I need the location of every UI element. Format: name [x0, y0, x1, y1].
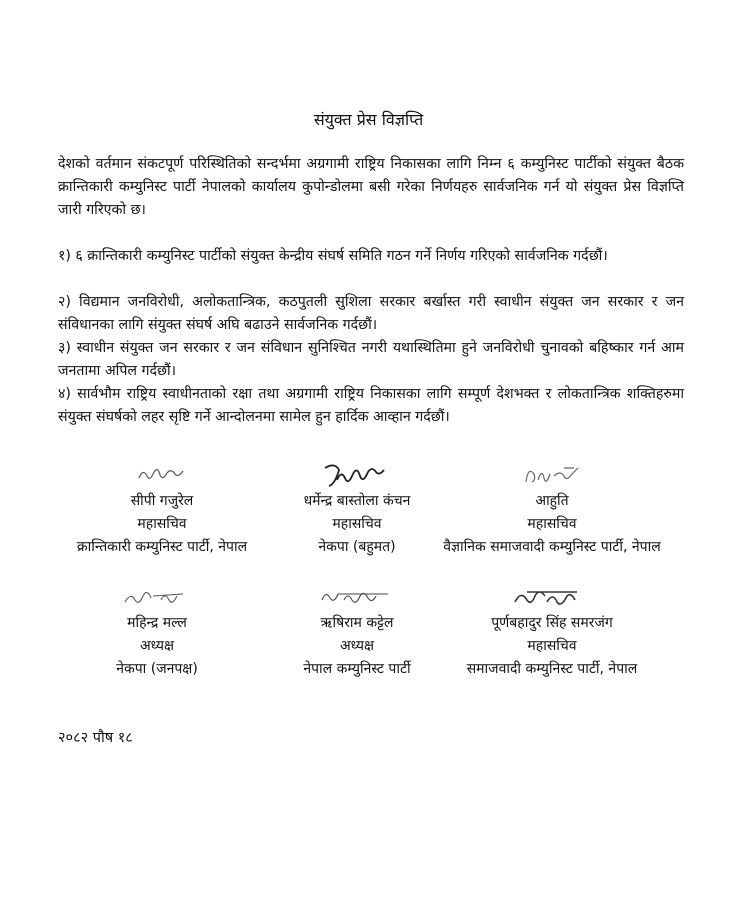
signatory-position: अध्यक्ष: [139, 638, 175, 654]
signatory-position: महासचिव: [137, 516, 187, 532]
signature-scribble: [312, 584, 402, 612]
signatory-position: महासचिव: [332, 516, 382, 532]
signatory-name: आहुति: [535, 493, 569, 509]
signatory-block: [52, 462, 272, 559]
signature-scribble: [127, 462, 197, 490]
signatory-name: धर्मेन्द्र बास्तोला कंचन: [303, 493, 411, 509]
signature-scribble: [117, 584, 197, 612]
signature-scribble: [507, 584, 597, 612]
signatory-position: अध्यक्ष: [339, 638, 375, 654]
signatory-party: नेपाल कम्युनिस्ट पार्टी: [303, 661, 411, 677]
point-2: २) विद्यमान जनविरोधी, अलोकतान्त्रिक, कठपुतली सुशिला सरकार बर्खास्त गरी स्वाधीन संयुक्त जन सरकार र जन संविधानका लागि संयुक्त संघर्ष अघि बढाउने सार्वजनिक गर्दछौं।: [58, 294, 684, 333]
signatory-position: महासचिव: [527, 516, 577, 532]
intro-paragraph: देशको वर्तमान संकटपूर्ण परिस्थितिको सन्दर्भमा अग्रगामी राष्ट्रिय निकासका लागि निम्न ६ कम्युनिस्ट पार्टीको संयुक्त बैठक क्रान्तिकारी कम्युनिस्ट पार्टी नेपालको कार्यालय कुपोन्डोलमा बसी गरेका निर्णयहरु सार्वजनिक गर्न यो संयुक्त प्रेस विज्ञप्ति जारी गरिएको छ।: [58, 156, 684, 218]
point-3: ३) स्वाधीन संयुक्त जन सरकार र जन संविधान सुनिश्चित नगरी यथास्थितिमा हुने जनविरोधी चुनावको बहिष्कार गर्न आम जनतामा अपिल गर्दछौं।: [58, 340, 684, 379]
signatory-block: [412, 462, 692, 559]
signatory-party: नेकपा (बहुमत): [318, 539, 396, 555]
signatory-block: [262, 584, 452, 681]
signatory-position: महासचिव: [527, 638, 577, 654]
signatory-block: [432, 584, 672, 681]
signatory-party: वैज्ञानिक समाजवादी कम्युनिस्ट पार्टी, नेपाल: [443, 539, 661, 555]
signature-scribble: [512, 462, 592, 490]
document-date: २०८२ पौष १८: [58, 730, 133, 746]
signatory-name: महिन्द्र मल्ल: [127, 615, 187, 631]
signatory-block: [62, 584, 252, 681]
signature-scribble: [317, 458, 397, 490]
page-title: संयुक्त प्रेस विज्ञप्ति: [313, 110, 424, 129]
signatory-party: क्रान्तिकारी कम्युनिस्ट पार्टी, नेपाल: [76, 539, 248, 555]
signatory-name: ऋषिराम कट्टेल: [320, 615, 394, 631]
signatory-party: समाजवादी कम्युनिस्ट पार्टी, नेपाल: [466, 661, 638, 677]
signatory-name: सीपी गजुरेल: [130, 493, 194, 509]
point-4: ४) सार्वभौम राष्ट्रिय स्वाधीनताको रक्षा तथा अग्रगामी राष्ट्रिय निकासका लागि सम्पूर्ण देशभक्त र लोकतान्त्रिक शक्तिहरुमा संयुक्त संघर्षको लहर सृष्टि गर्ने आन्दोलनमा सामेल हुन हार्दिक आव्हान गर्दछौं।: [58, 386, 684, 425]
signatory-party: नेकपा (जनपक्ष): [116, 661, 198, 677]
signatory-name: पूर्णबहादुर सिंह समरजंग: [491, 615, 613, 631]
point-1: १) ६ क्रान्तिकारी कम्युनिस्ट पार्टीको संयुक्त केन्द्रीय संघर्ष समिति गठन गर्ने निर्णय गरिएको सार्वजनिक गर्दछौं।: [58, 248, 608, 264]
